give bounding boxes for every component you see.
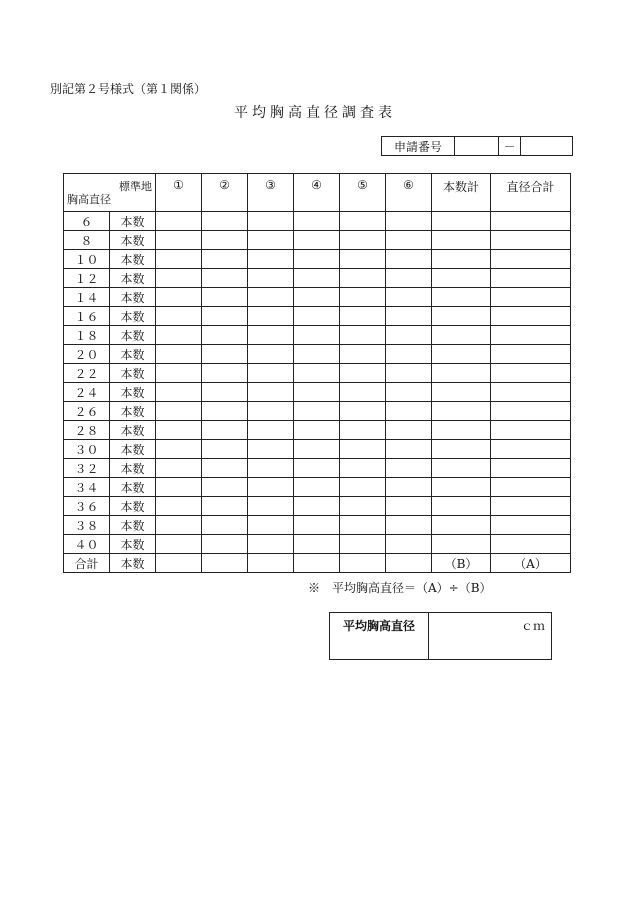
formula-note: ※ 平均胸高直径＝（A）÷（B） xyxy=(308,581,492,595)
plot-count-cell[interactable] xyxy=(294,212,340,231)
plot-count-cell[interactable] xyxy=(156,535,202,554)
count-total-cell[interactable] xyxy=(432,326,491,345)
plot-count-cell[interactable] xyxy=(340,421,386,440)
unit-label: 本数 xyxy=(110,440,156,459)
diameter-class: ２０ xyxy=(64,345,110,364)
plot-count-cell[interactable] xyxy=(156,478,202,497)
table-row xyxy=(64,231,571,250)
plot-count-cell[interactable] xyxy=(156,250,202,269)
diameter-total-cell[interactable] xyxy=(491,535,571,554)
diameter-class: ２２ xyxy=(64,364,110,383)
unit-label: 本数 xyxy=(110,231,156,250)
plot-count-cell[interactable] xyxy=(156,307,202,326)
plot-count-cell[interactable] xyxy=(248,231,294,250)
plot-count-cell[interactable] xyxy=(294,516,340,535)
plot-count-cell[interactable] xyxy=(294,554,340,573)
diameter-class: ２４ xyxy=(64,383,110,402)
table-row xyxy=(64,269,571,288)
plot-count-cell[interactable] xyxy=(202,402,248,421)
diameter-class: ３４ xyxy=(64,478,110,497)
diameter-total-cell[interactable]: （A） xyxy=(491,554,571,573)
table-row xyxy=(64,307,571,326)
unit-label: 本数 xyxy=(110,345,156,364)
table-row xyxy=(64,364,571,383)
table-row xyxy=(64,478,571,497)
diameter-total-cell[interactable] xyxy=(491,478,571,497)
plot-count-cell[interactable] xyxy=(294,440,340,459)
diameter-total-cell[interactable] xyxy=(491,345,571,364)
diameter-class: ３６ xyxy=(64,497,110,516)
plot-count-cell[interactable] xyxy=(202,307,248,326)
diameter-total-header: 直径合計 xyxy=(491,174,571,212)
plot-count-cell[interactable] xyxy=(386,212,432,231)
count-total-cell[interactable] xyxy=(432,497,491,516)
table-row xyxy=(64,345,571,364)
diameter-total-cell[interactable] xyxy=(491,364,571,383)
average-diameter-box xyxy=(329,612,552,660)
diameter-class: ４０ xyxy=(64,535,110,554)
unit-label: 本数 xyxy=(110,364,156,383)
diameter-total-cell[interactable] xyxy=(491,497,571,516)
plot-count-cell[interactable] xyxy=(294,250,340,269)
plot-count-cell[interactable] xyxy=(386,478,432,497)
table-row xyxy=(64,326,571,345)
plot-count-cell[interactable] xyxy=(248,250,294,269)
table-row xyxy=(64,421,571,440)
diameter-total-cell[interactable] xyxy=(491,231,571,250)
plot-count-cell[interactable] xyxy=(386,364,432,383)
plot-count-cell[interactable] xyxy=(340,478,386,497)
plot-count-cell[interactable] xyxy=(340,497,386,516)
plot-count-cell[interactable] xyxy=(294,269,340,288)
unit-label: 本数 xyxy=(110,535,156,554)
plot-count-cell[interactable] xyxy=(156,554,202,573)
plot-count-cell[interactable] xyxy=(386,250,432,269)
plot-count-cell[interactable] xyxy=(386,402,432,421)
count-total-cell[interactable] xyxy=(432,231,491,250)
application-number-label: 申請番号 xyxy=(382,137,455,156)
plot-count-cell[interactable] xyxy=(202,516,248,535)
plot-count-cell[interactable] xyxy=(294,459,340,478)
diameter-total-cell[interactable] xyxy=(491,326,571,345)
plot-count-cell[interactable] xyxy=(202,440,248,459)
plot-count-cell[interactable] xyxy=(340,364,386,383)
diameter-axis-label: 胸高直径 xyxy=(67,193,111,206)
plot-count-cell[interactable] xyxy=(156,231,202,250)
plot-count-cell[interactable] xyxy=(248,516,294,535)
application-number-box xyxy=(381,136,573,156)
plot-count-cell[interactable] xyxy=(202,364,248,383)
table-row xyxy=(64,440,571,459)
diameter-survey-table xyxy=(63,173,571,573)
plot-count-cell[interactable] xyxy=(202,250,248,269)
diameter-total-cell[interactable] xyxy=(491,383,571,402)
total-label: 合計 xyxy=(64,554,110,573)
table-row xyxy=(64,459,571,478)
plot-count-cell[interactable] xyxy=(248,288,294,307)
plot-count-cell[interactable] xyxy=(248,364,294,383)
diameter-class: ２８ xyxy=(64,421,110,440)
plot-count-cell[interactable] xyxy=(202,231,248,250)
plot-count-cell[interactable] xyxy=(156,345,202,364)
unit-label: 本数 xyxy=(110,250,156,269)
diameter-total-cell[interactable] xyxy=(491,307,571,326)
plot-count-cell[interactable] xyxy=(156,269,202,288)
diameter-total-cell[interactable] xyxy=(491,516,571,535)
plot-count-cell[interactable] xyxy=(294,402,340,421)
plot-count-cell[interactable] xyxy=(340,307,386,326)
diameter-class: ３８ xyxy=(64,516,110,535)
plot-count-cell[interactable] xyxy=(294,497,340,516)
plot-count-cell[interactable] xyxy=(386,497,432,516)
plot-count-cell[interactable] xyxy=(202,383,248,402)
plot-count-cell[interactable] xyxy=(386,269,432,288)
count-total-cell[interactable] xyxy=(432,516,491,535)
plot-count-cell[interactable] xyxy=(202,554,248,573)
plot-count-cell[interactable] xyxy=(386,288,432,307)
diameter-class: １８ xyxy=(64,326,110,345)
plot-count-cell[interactable] xyxy=(340,326,386,345)
plot-count-cell[interactable] xyxy=(202,269,248,288)
plot-count-cell[interactable] xyxy=(294,478,340,497)
count-total-cell[interactable] xyxy=(432,535,491,554)
plot-count-cell[interactable] xyxy=(248,307,294,326)
application-number-separator: － xyxy=(499,137,521,156)
diameter-class: ２６ xyxy=(64,402,110,421)
plot-count-cell[interactable] xyxy=(386,459,432,478)
plot-count-cell[interactable] xyxy=(202,535,248,554)
plot-count-cell[interactable] xyxy=(202,459,248,478)
unit-label: 本数 xyxy=(110,307,156,326)
plot-count-cell[interactable] xyxy=(340,535,386,554)
corner-header xyxy=(64,174,156,212)
diameter-class: ３２ xyxy=(64,459,110,478)
diameter-total-cell[interactable] xyxy=(491,269,571,288)
plot-count-cell[interactable] xyxy=(294,383,340,402)
unit-label: 本数 xyxy=(110,383,156,402)
plot-count-cell[interactable] xyxy=(202,421,248,440)
diameter-total-cell[interactable] xyxy=(491,212,571,231)
plot-column-header: ④ xyxy=(294,174,340,212)
count-total-cell[interactable] xyxy=(432,459,491,478)
plot-count-cell[interactable] xyxy=(156,440,202,459)
document-title: 平均胸高直径調査表 xyxy=(234,105,396,121)
plot-count-cell[interactable] xyxy=(202,478,248,497)
plot-count-cell[interactable] xyxy=(340,231,386,250)
plot-count-cell[interactable] xyxy=(386,535,432,554)
unit-label: 本数 xyxy=(110,326,156,345)
plot-count-cell[interactable] xyxy=(340,269,386,288)
table-row xyxy=(64,497,571,516)
unit-label: 本数 xyxy=(110,554,156,573)
table-row xyxy=(64,383,571,402)
count-total-cell[interactable] xyxy=(432,478,491,497)
count-total-cell[interactable]: （B） xyxy=(432,554,491,573)
plot-count-cell[interactable] xyxy=(340,554,386,573)
plot-count-cell[interactable] xyxy=(156,383,202,402)
unit-label: 本数 xyxy=(110,516,156,535)
diameter-total-cell[interactable] xyxy=(491,459,571,478)
plot-column-header: ② xyxy=(202,174,248,212)
plot-count-cell[interactable] xyxy=(386,516,432,535)
plot-count-cell[interactable] xyxy=(340,250,386,269)
plot-count-cell[interactable] xyxy=(340,212,386,231)
application-number-field-1[interactable] xyxy=(455,137,499,156)
plot-count-cell[interactable] xyxy=(156,364,202,383)
count-total-cell[interactable] xyxy=(432,307,491,326)
diameter-class: １０ xyxy=(64,250,110,269)
diameter-total-cell[interactable] xyxy=(491,402,571,421)
plot-count-cell[interactable] xyxy=(294,307,340,326)
unit-label: 本数 xyxy=(110,212,156,231)
plot-count-cell[interactable] xyxy=(248,326,294,345)
plot-count-cell[interactable] xyxy=(386,307,432,326)
plot-count-cell[interactable] xyxy=(202,288,248,307)
count-total-cell[interactable] xyxy=(432,440,491,459)
plot-count-cell[interactable] xyxy=(294,345,340,364)
plot-count-cell[interactable] xyxy=(248,440,294,459)
plot-column-header: ⑤ xyxy=(340,174,386,212)
unit-label: 本数 xyxy=(110,421,156,440)
plot-count-cell[interactable] xyxy=(294,231,340,250)
table-row xyxy=(64,402,571,421)
diameter-class: ８ xyxy=(64,231,110,250)
plot-count-cell[interactable] xyxy=(156,402,202,421)
plot-count-cell[interactable] xyxy=(202,212,248,231)
diameter-total-cell[interactable] xyxy=(491,440,571,459)
plot-count-cell[interactable] xyxy=(202,345,248,364)
plot-count-cell[interactable] xyxy=(248,383,294,402)
diameter-total-cell[interactable] xyxy=(491,250,571,269)
plot-count-cell[interactable] xyxy=(294,421,340,440)
count-total-cell[interactable] xyxy=(432,383,491,402)
plot-count-cell[interactable] xyxy=(248,212,294,231)
table-row xyxy=(64,212,571,231)
table-row xyxy=(64,516,571,535)
diameter-class: １４ xyxy=(64,288,110,307)
unit-label: 本数 xyxy=(110,497,156,516)
plot-count-cell[interactable] xyxy=(248,345,294,364)
plot-count-cell[interactable] xyxy=(340,402,386,421)
unit-label: ｃｍ xyxy=(520,619,545,633)
diameter-class: ３０ xyxy=(64,440,110,459)
plot-count-cell[interactable] xyxy=(248,269,294,288)
plot-column-header: ③ xyxy=(248,174,294,212)
plot-count-cell[interactable] xyxy=(156,497,202,516)
count-total-cell[interactable] xyxy=(432,288,491,307)
average-diameter-field[interactable] xyxy=(429,613,552,660)
plot-count-cell[interactable] xyxy=(340,345,386,364)
plot-count-cell[interactable] xyxy=(386,440,432,459)
plot-count-cell[interactable] xyxy=(294,288,340,307)
total-row xyxy=(64,554,571,573)
unit-label: 本数 xyxy=(110,288,156,307)
plot-column-header: ⑥ xyxy=(386,174,432,212)
plot-count-cell[interactable] xyxy=(248,497,294,516)
count-total-cell[interactable] xyxy=(432,212,491,231)
diameter-total-cell[interactable] xyxy=(491,421,571,440)
plot-count-cell[interactable] xyxy=(386,345,432,364)
plot-count-cell[interactable] xyxy=(386,231,432,250)
unit-label: 本数 xyxy=(110,478,156,497)
plot-count-cell[interactable] xyxy=(340,288,386,307)
plot-count-cell[interactable] xyxy=(248,535,294,554)
plot-count-cell[interactable] xyxy=(156,421,202,440)
count-total-cell[interactable] xyxy=(432,402,491,421)
count-total-header: 本数計 xyxy=(432,174,491,212)
plot-count-cell[interactable] xyxy=(156,212,202,231)
count-total-cell[interactable] xyxy=(432,250,491,269)
plot-count-cell[interactable] xyxy=(386,326,432,345)
average-diameter-label: 平均胸高直径 xyxy=(330,613,429,660)
application-number-field-2[interactable] xyxy=(521,137,573,156)
count-total-cell[interactable] xyxy=(432,269,491,288)
plot-count-cell[interactable] xyxy=(156,326,202,345)
plot-count-cell[interactable] xyxy=(248,478,294,497)
plot-count-cell[interactable] xyxy=(156,288,202,307)
unit-label: 本数 xyxy=(110,269,156,288)
plot-count-cell[interactable] xyxy=(248,554,294,573)
plot-count-cell[interactable] xyxy=(340,440,386,459)
plot-count-cell[interactable] xyxy=(248,459,294,478)
plot-count-cell[interactable] xyxy=(294,326,340,345)
plot-column-header: ① xyxy=(156,174,202,212)
table-row xyxy=(64,288,571,307)
plot-count-cell[interactable] xyxy=(156,459,202,478)
plot-count-cell[interactable] xyxy=(340,459,386,478)
count-total-cell[interactable] xyxy=(432,421,491,440)
plot-count-cell[interactable] xyxy=(202,497,248,516)
plot-count-cell[interactable] xyxy=(386,421,432,440)
plot-count-cell[interactable] xyxy=(202,326,248,345)
count-total-cell[interactable] xyxy=(432,345,491,364)
plot-count-cell[interactable] xyxy=(248,421,294,440)
plot-count-cell[interactable] xyxy=(386,554,432,573)
plot-count-cell[interactable] xyxy=(294,364,340,383)
unit-label: 本数 xyxy=(110,402,156,421)
unit-label: 本数 xyxy=(110,459,156,478)
table-row xyxy=(64,250,571,269)
plot-axis-label: 標準地 xyxy=(119,180,152,193)
diameter-total-cell[interactable] xyxy=(491,288,571,307)
plot-count-cell[interactable] xyxy=(248,402,294,421)
diameter-class: １６ xyxy=(64,307,110,326)
diameter-class: １２ xyxy=(64,269,110,288)
plot-count-cell[interactable] xyxy=(156,516,202,535)
plot-count-cell[interactable] xyxy=(386,383,432,402)
count-total-cell[interactable] xyxy=(432,364,491,383)
plot-count-cell[interactable] xyxy=(340,383,386,402)
plot-count-cell[interactable] xyxy=(294,535,340,554)
form-identifier: 別記第２号様式（第１関係） xyxy=(50,82,207,96)
plot-count-cell[interactable] xyxy=(340,516,386,535)
diameter-class: ６ xyxy=(64,212,110,231)
table-row xyxy=(64,535,571,554)
